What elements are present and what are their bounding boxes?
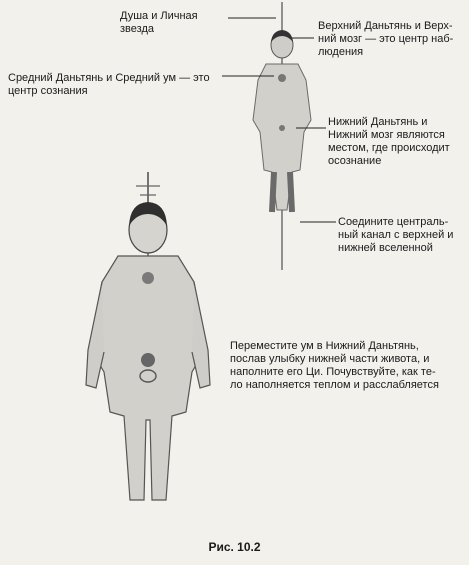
large-right-arm: [192, 282, 210, 388]
label-connect-channel: Соедините централь- ный канал с верхней и нижней вселенной: [338, 216, 454, 254]
large-figure: [86, 172, 210, 500]
small-middle-center: [278, 74, 286, 82]
small-lower-center: [279, 125, 285, 131]
small-left-leg: [272, 172, 274, 212]
light-star: [136, 172, 160, 205]
small-body: [253, 64, 311, 210]
label-move-mind: Переместите ум в Нижний Даньтянь, послав улыбку нижней части живота, и наполните его Ци. Почувствуйте, как те- ло наполняется теплом и расслабляется: [230, 340, 439, 391]
figure-caption: Рис. 10.2: [208, 540, 261, 554]
label-soul-star: Душа и Личная звезда: [120, 10, 198, 35]
label-upper-dantian: Верхний Даньтянь и Верх- ний мозг — это центр наб- людения: [318, 20, 454, 58]
large-left-arm: [86, 282, 104, 388]
large-body: [90, 256, 206, 500]
large-middle-center: [142, 272, 154, 284]
label-middle-dantian: Средний Даньтянь и Средний ум — это центр сознания: [8, 72, 210, 97]
small-right-leg: [290, 172, 292, 212]
label-lower-dantian: Нижний Даньтянь и Нижний мозг являются местом, где происходит осознание: [328, 116, 450, 167]
small-figure: [253, 2, 311, 270]
large-lower-center: [141, 353, 155, 367]
